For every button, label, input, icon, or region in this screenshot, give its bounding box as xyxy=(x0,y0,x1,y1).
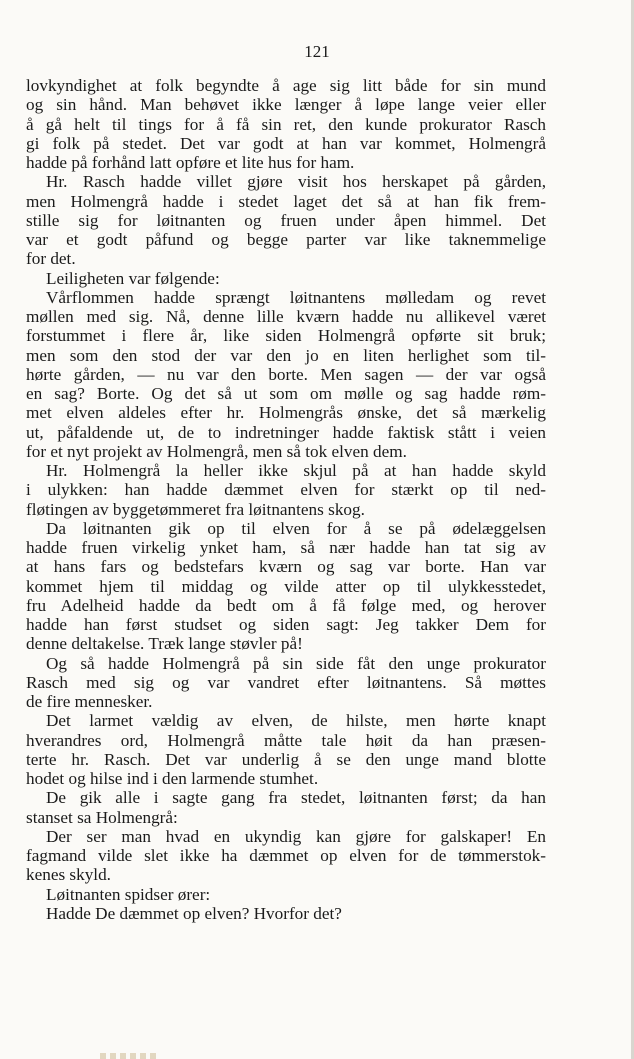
text-line: terte hr. Rasch. Det var underlig å se den unge mand blotte xyxy=(26,749,546,769)
text-line: Hadde De dæmmet op elven? Hvorfor det? xyxy=(46,903,342,923)
text-line: denne deltakelse. Træk lange støvler på! xyxy=(26,634,303,654)
text-line: ut, påfaldende ut, de to indretninger hadde faktisk stått i veien xyxy=(26,422,546,442)
text-line: hodet og hilse ind i den larmende stumhet. xyxy=(26,769,319,788)
text-line: kenes skyld. xyxy=(26,865,111,885)
text-line: men som den stod der var den jo en liten herlighet som til- xyxy=(26,345,546,365)
text-line: Leiligheten var følgende: xyxy=(46,268,220,288)
text-line: De gik alle i sagte gang fra stedet, løitnanten først; da han xyxy=(46,788,546,808)
text-line: Hr. Rasch hadde villet gjøre visit hos herskapet på gården, xyxy=(46,172,546,192)
text-line: hørte gården, — nu var den borte. Men sagen — der var også xyxy=(26,364,546,384)
body-text xyxy=(26,76,546,923)
text-line: en sag? Borte. Og det så ut som om mølle og sag hadde røm- xyxy=(26,384,546,403)
text-line: fløtingen av byggetømmeret fra løitnantens skog. xyxy=(26,499,365,519)
text-line: for det. xyxy=(26,249,76,269)
text-line: Det larmet vældig av elven, de hilste, men hørte knapt xyxy=(46,711,546,731)
text-line: met elven aldeles efter hr. Holmengrås ønske, det så mærkelig xyxy=(26,403,546,423)
text-line: Og så hadde Holmengrå på sin side fåt den unge prokurator xyxy=(46,653,546,673)
text-line: var et godt påfund og begge parter var like taknemmelige xyxy=(26,230,546,249)
text-line: forstummet i flere år, like siden Holmengrå opførte sit bruk; xyxy=(26,326,546,346)
text-line: hadde han først studset og siden sagt: Jeg takker Dem for xyxy=(26,615,546,634)
text-line: fru Adelheid hadde da bedt om å få følge med, og herover xyxy=(26,595,546,615)
text-line: Løitnanten spidser ører: xyxy=(46,884,211,904)
text-line: Da løitnanten gik op til elven for å se på ødelæggelsen xyxy=(46,518,546,538)
text-line: for et nyt projekt av Holmengrå, men så tok elven dem. xyxy=(26,441,407,461)
text-line: hadde på forhånd latt opføre et lite hus for ham. xyxy=(26,153,355,172)
text-line: møllen med sig. Nå, denne lille kværn hadde nu allikevel været xyxy=(26,307,546,326)
text-line: lovkyndighet at folk begyndte å age sig litt både for sin mund xyxy=(26,76,546,95)
text-line: de fire mennesker. xyxy=(26,692,153,711)
text-line: Rasch med sig og var vandret efter løitnantens. Så møttes xyxy=(26,672,546,692)
text-line: fagmand vilde slet ikke ha dæmmet op elven for de tømmerstok- xyxy=(26,846,546,865)
text-line: kommet hjem til middag og vilde atter op til ulykkesstedet, xyxy=(26,576,546,596)
text-line: stille sig for løitnanten og fruen under åpen himmel. Det xyxy=(26,210,546,230)
text-line: i ulykken: han hadde dæmmet elven for stærkt op til ned- xyxy=(26,480,546,500)
text-line: hadde fruen virkelig ynket ham, så nær hadde han tat sig av xyxy=(26,538,546,557)
text-line: at hans fars og bedstefars kværn og sag var borte. Han var xyxy=(26,557,546,577)
text-line: Hr. Holmengrå la heller ikke skjul på at han hadde skyld xyxy=(46,461,546,480)
text-line: å gå helt til tings for å få sin ret, den kunde prokurator Rasch xyxy=(26,114,546,134)
text-line: og sin hånd. Man behøvet ikke længer å løpe lange veier eller xyxy=(26,95,546,115)
text-line: hverandres ord, Holmengrå måtte tale høit da han præsen- xyxy=(26,730,546,750)
text-line: gi folk på stedet. Det var godt at han var kommet, Holmengrå xyxy=(26,133,546,153)
text-line: Vårflommen hadde sprængt løitnantens mølledam og revet xyxy=(46,287,546,307)
text-line: stanset sa Holmengrå: xyxy=(26,807,178,827)
text-line: Der ser man hvad en ukyndig kan gjøre for galskaper! En xyxy=(46,826,546,846)
page-number: 121 xyxy=(304,42,330,61)
page-edge-mark xyxy=(100,1053,160,1059)
text-line: men Holmengrå hadde i stedet laget det så at han fik frem- xyxy=(26,191,546,211)
